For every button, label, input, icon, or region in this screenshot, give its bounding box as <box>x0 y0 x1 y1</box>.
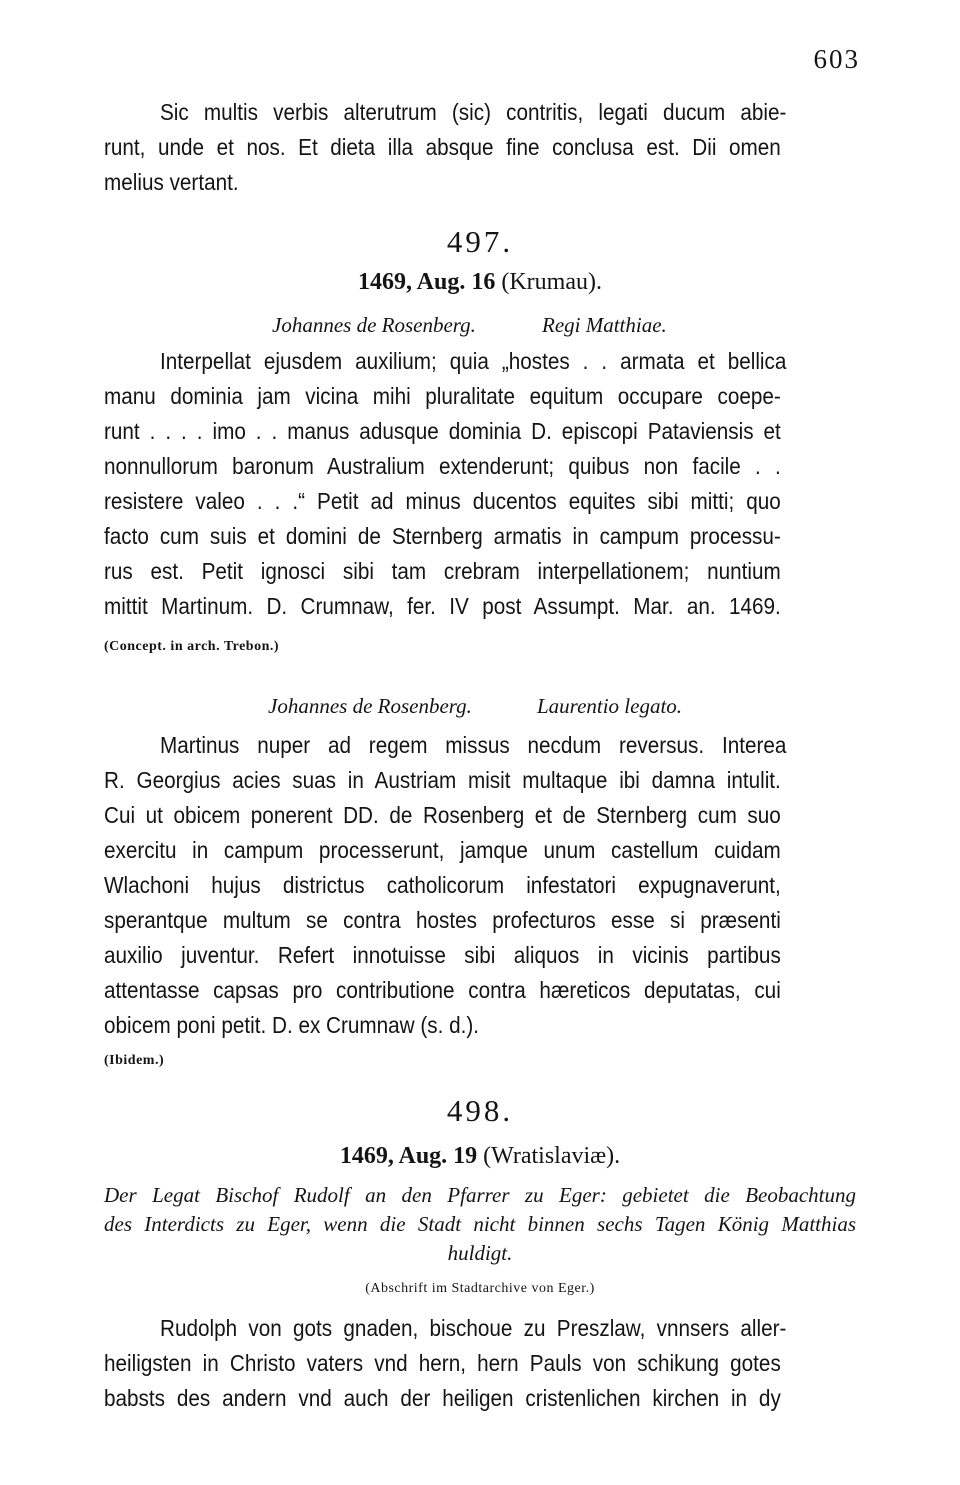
intro-line: runt, unde et nos. Et dieta illa absque fine conclusa est. Dii omen <box>104 134 781 160</box>
body-line: auxilio juventur. Refert innotuisse sibi aliquos in vicinis partibus <box>104 942 781 968</box>
body-line: manu dominia jam vicina mihi pluralitate equitum occupare coepe- <box>104 383 781 409</box>
document-dateline-498 <box>0 1143 960 1170</box>
document-number-498: 498. <box>446 1093 514 1128</box>
body-line: Martinus nuper ad regem missus necdum reversus. Interea <box>160 732 787 758</box>
letter-sender: Johannes de Rosenberg. <box>272 313 476 337</box>
body-line: Wlachoni hujus districtus catholicorum infestatori expugnaverunt, <box>104 872 781 898</box>
document-date: 1469, Aug. 16 <box>358 269 496 295</box>
summary-line: des Interdicts zu Eger, wenn die Stadt nicht binnen sechs Tagen König Matthias <box>104 1212 856 1236</box>
summary-line: Der Legat Bischof Rudolf an den Pfarrer zu Eger: gebietet die Beobachtung <box>104 1183 856 1207</box>
document-dateline-497 <box>0 269 960 296</box>
letter-sender: Johannes de Rosenberg. <box>268 694 472 718</box>
body-line: R. Georgius acies suas in Austriam misit multaque ibi damna intulit. <box>104 767 781 793</box>
letter-recipient: Regi Matthiae. <box>542 313 667 337</box>
body-line: attentasse capsas pro contributione contra hæreticos deputatas, cui <box>104 977 781 1003</box>
body-line: Cui ut obicem ponerent DD. de Rosenberg et de Sternberg cum suo <box>104 802 781 828</box>
intro-line: melius vertant. <box>104 169 239 195</box>
body-line: facto cum suis et domini de Sternberg armatis in campum processu- <box>104 523 781 549</box>
letter-recipient: Laurentio legato. <box>537 694 683 718</box>
body-line: exercitu in campum processerunt, jamque unum castellum cuidam <box>104 837 781 863</box>
body-line: babsts des andern vnd auch der heiligen cristenlichen kirchen in dy <box>104 1385 781 1411</box>
document-date: 1469, Aug. 19 <box>339 1143 478 1169</box>
source-note: (Ibidem.) <box>104 1053 165 1068</box>
summary-line: huldigt. <box>447 1241 513 1265</box>
body-line: nonnullorum baronum Australium extenderunt; quibus non facile . . <box>104 453 781 479</box>
document-number-497: 497. <box>446 224 514 259</box>
body-line: heiligsten in Christo vaters vnd hern, hern Pauls von schikung gotes <box>104 1350 781 1376</box>
page-number: 603 <box>813 44 860 74</box>
document-place: (Wratislaviæ). <box>483 1143 621 1169</box>
body-line: sperantque multum se contra hostes profecturos esse si præsenti <box>104 907 781 933</box>
body-line: Interpellat ejusdem auxilium; quia „hostes . . armata et bellica <box>160 348 787 374</box>
source-note: (Abschrift im Stadtarchive von Eger.) <box>365 1281 595 1296</box>
body-line: obicem poni petit. D. ex Crumnaw (s. d.). <box>104 1012 480 1038</box>
document-place: (Krumau). <box>501 269 602 295</box>
source-note: (Concept. in arch. Trebon.) <box>104 639 280 654</box>
body-line: runt . . . . imo . . manus adusque dominia D. episcopi Pataviensis et <box>104 418 781 444</box>
body-line: mittit Martinum. D. Crumnaw, fer. IV post Assumpt. Mar. an. 1469. <box>104 593 781 619</box>
body-line: resistere valeo . . .“ Petit ad minus ducentos equites sibi mitti; quo <box>104 488 781 514</box>
body-line: rus est. Petit ignosci sibi tam crebram interpellationem; nuntium <box>104 558 781 584</box>
body-line: Rudolph von gots gnaden, bischoue zu Preszlaw, vnnsers aller- <box>160 1315 787 1341</box>
intro-line: Sic multis verbis alterutrum (sic) contritis, legati ducum abie- <box>160 99 787 125</box>
